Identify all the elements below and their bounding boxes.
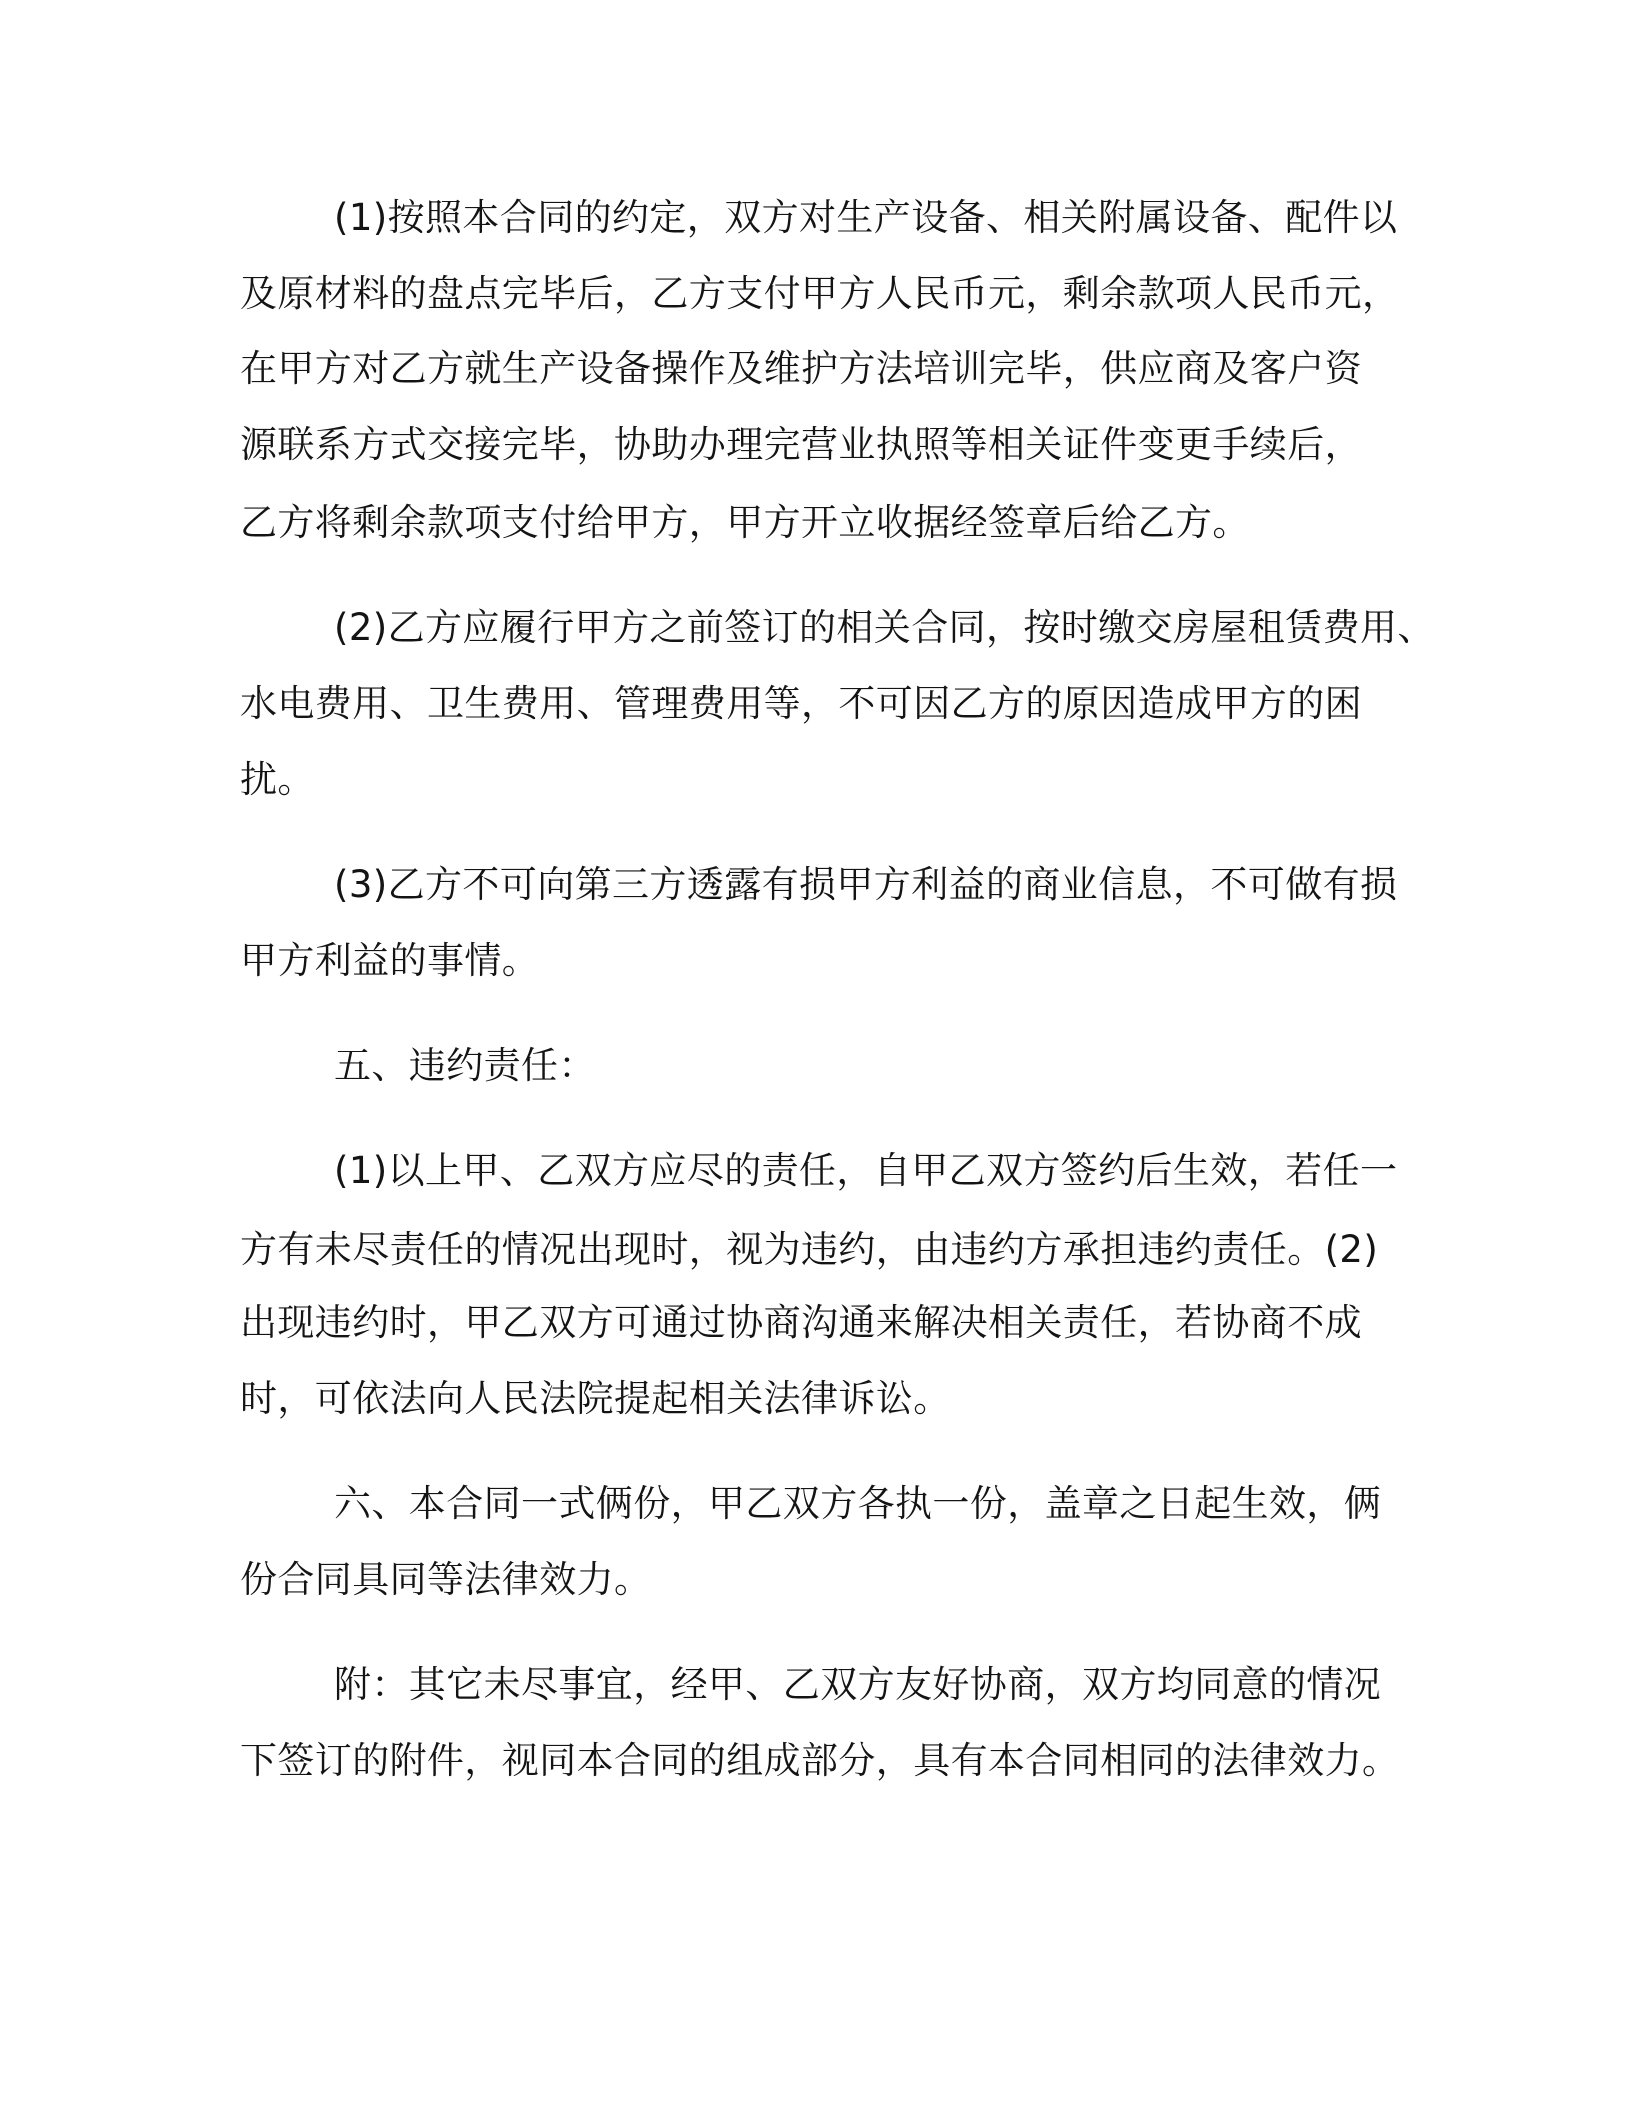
section-6-line-1: 六、本合同一式俩份，甲乙双方各执一份，盖章之日起生效，俩 [334, 1482, 1382, 1525]
appendix-line-1: 附：其它未尽事宜，经甲、乙双方友好协商，双方均同意的情况 [334, 1663, 1382, 1706]
section-6-line-2: 份合同具同等法律效力。 [240, 1558, 652, 1601]
clause-4-2-line-3: 扰。 [240, 758, 315, 801]
clause-4-1-line-2: 及原材料的盘点完毕后，乙方支付甲方人民币元，剩余款项人民币元， [240, 272, 1400, 315]
clause-4-3-line-1: (3)乙方不可向第三方透露有损甲方利益的商业信息，不可做有损 [334, 863, 1398, 906]
appendix-line-2: 下签订的附件，视同本合同的组成部分，具有本合同相同的法律效力。 [240, 1739, 1400, 1782]
clause-4-1-line-3: 在甲方对乙方就生产设备操作及维护方法培训完毕，供应商及客户资 [240, 347, 1362, 390]
clause-4-2-line-2: 水电费用、卫生费用、管理费用等，不可因乙方的原因造成甲方的困 [240, 682, 1362, 725]
clause-4-1-line-5: 乙方将剩余款项支付给甲方，甲方开立收据经签章后给乙方。 [240, 501, 1250, 544]
clause-5-1-line-3: 出现违约时，甲乙双方可通过协商沟通来解决相关责任，若协商不成 [240, 1301, 1362, 1344]
section-5-heading: 五、违约责任： [334, 1044, 596, 1087]
clause-5-1-line-2: 方有未尽责任的情况出现时，视为违约，由违约方承担违约责任。(2) [240, 1228, 1379, 1271]
clause-4-3-line-2: 甲方利益的事情。 [240, 939, 540, 982]
clause-4-1-line-1: (1)按照本合同的约定，双方对生产设备、相关附属设备、配件以 [334, 196, 1398, 239]
clause-5-1-line-1: (1)以上甲、乙双方应尽的责任，自甲乙双方签约后生效，若任一 [334, 1149, 1398, 1192]
clause-5-1-line-4: 时，可依法向人民法院提起相关法律诉讼。 [240, 1377, 951, 1420]
clause-4-2-line-1: (2)乙方应履行甲方之前签订的相关合同，按时缴交房屋租赁费用、 [334, 606, 1435, 649]
clause-4-1-line-4: 源联系方式交接完毕，协助办理完营业执照等相关证件变更手续后， [240, 423, 1362, 466]
